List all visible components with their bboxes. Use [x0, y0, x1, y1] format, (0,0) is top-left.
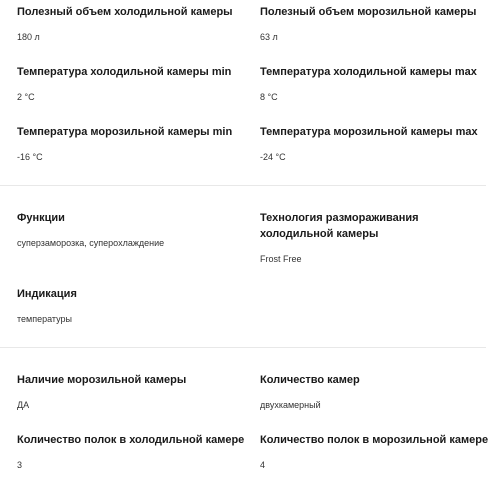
spec-functions: [17, 210, 241, 249]
spec-indication: [17, 286, 241, 325]
spec-label: Полезный объем морозильной камеры: [260, 6, 477, 18]
spec-label: Технология размораживания холодильной камеры: [260, 212, 419, 240]
spec-label: Количество полок в морозильной камере: [260, 434, 489, 446]
spec-fridge-shelves: [17, 432, 253, 471]
spec-value: температуры: [17, 314, 73, 324]
spec-label: Количество камер: [260, 374, 360, 386]
spec-value: 4: [260, 460, 266, 470]
spec-value: ДА: [17, 400, 30, 410]
spec-label: Полезный объем холодильной камеры: [17, 6, 233, 18]
spec-freezer-volume: [260, 4, 484, 43]
spec-value: 3: [17, 460, 23, 470]
spec-value: 2 °C: [17, 92, 35, 102]
spec-chamber-count: [260, 372, 484, 411]
spec-label: Количество полок в холодильной камере: [17, 434, 245, 446]
spec-freezer-presence: [17, 372, 241, 411]
spec-value: -16 °C: [17, 152, 43, 162]
spec-value: 180 л: [17, 32, 40, 42]
spec-label: Индикация: [17, 288, 77, 300]
spec-defrost-technology: [260, 210, 492, 265]
spec-label: Наличие морозильной камеры: [17, 374, 187, 386]
spec-fridge-temp-max: [260, 64, 484, 103]
spec-fridge-temp-min: [17, 64, 241, 103]
section-divider: [0, 347, 486, 348]
section-divider: [0, 185, 486, 186]
spec-value: суперзаморозка, суперохлаждение: [17, 238, 165, 248]
spec-value: двухкамерный: [260, 400, 321, 410]
spec-label: Температура холодильной камеры max: [260, 66, 477, 78]
spec-value: Frost Free: [260, 254, 302, 264]
spec-value: -24 °C: [260, 152, 286, 162]
spec-label: Температура холодильной камеры min: [17, 66, 232, 78]
spec-freezer-temp-max: [260, 124, 484, 163]
spec-label: Температура морозильной камеры max: [260, 126, 478, 138]
spec-fridge-volume: [17, 4, 241, 43]
spec-label: Температура морозильной камеры min: [17, 126, 233, 138]
spec-label: Функции: [17, 212, 65, 224]
spec-value: 63 л: [260, 32, 278, 42]
spec-value: 8 °C: [260, 92, 278, 102]
spec-freezer-temp-min: [17, 124, 241, 163]
spec-freezer-shelves: [260, 432, 496, 471]
